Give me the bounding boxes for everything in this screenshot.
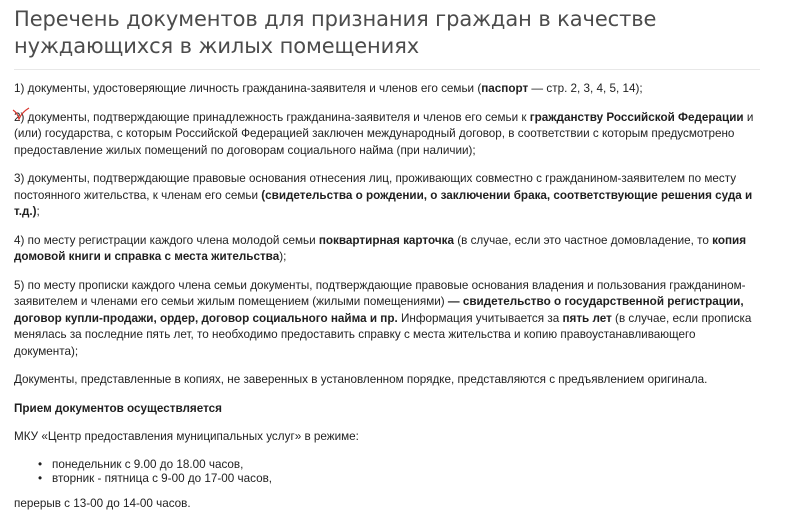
item-1-bold-a: паспорт <box>481 82 528 95</box>
item-2-number-text: 2) <box>14 111 24 124</box>
item-2-number <box>14 111 28 124</box>
schedule-list <box>14 458 760 486</box>
document-body <box>14 81 760 512</box>
item-4-bold-b: копия домовой книги и справка с места жительства <box>14 234 746 264</box>
list-item-5 <box>14 278 760 361</box>
item-4-bold-a: поквартирная карточка <box>319 234 454 247</box>
item-2-text-a: документы, подтверждающие принадлежность гражданина-заявителя и членов его семьи к <box>28 111 530 124</box>
list-item-1 <box>14 81 760 98</box>
item-4-text-c: ); <box>279 250 286 263</box>
bullet-icon: • <box>38 472 42 486</box>
copies-note: Документы, представленные в копиях, не заверенных в установленном порядке, представляются с предъявлением оригинала. <box>14 372 760 389</box>
item-3-text-a: 3) документы, подтверждающие правовые основания отнесения лиц, проживающих совместно с гражданином-заявителем по месту постоянного жительства, к членам его семьи <box>14 172 736 202</box>
break-text: перерыв с 13-00 до 14-00 часов. <box>14 496 760 512</box>
list-item-3 <box>14 171 760 221</box>
page-title: Перечень документов для признания граждан в качестве нуждающихся в жилых помещениях <box>14 6 760 60</box>
item-5-text-c: (в случае, если прописка менялась за последние пять лет, то необходимо предоставить справку с места жительства и копию правоустанавливающего документа); <box>14 312 751 358</box>
bullet-icon: • <box>38 458 42 472</box>
list-item <box>52 458 760 472</box>
item-2-bold-a: гражданству Российской Федерации <box>530 111 744 124</box>
schedule-item-text: вторник - пятница с 9-00 до 17-00 часов, <box>52 472 272 485</box>
reception-heading <box>14 401 760 418</box>
mku-text: МКУ «Центр предоставления муниципальных услуг» в режиме: <box>14 429 760 446</box>
list-item <box>52 472 760 486</box>
item-2-text-b: и (или) государства, с которым Российской Федерацией заключен международный договор, в соответствии с которым предусмотрено предоставление жилых помещений по договорам социального найма (при наличии); <box>14 111 753 157</box>
item-1-text-a: 1) документы, удостоверяющие личность гражданина-заявителя и членов его семьи ( <box>14 82 481 95</box>
check-mark-icon <box>12 107 30 121</box>
item-5-bold-b: пять лет <box>562 312 611 325</box>
schedule-item-text: понедельник с 9.00 до 18.00 часов, <box>52 458 243 471</box>
list-item-2 <box>14 110 760 160</box>
item-4-text-b: (в случае, если это частное домовладение, то <box>454 234 712 247</box>
item-5-text-b: Информация учитывается за <box>398 312 563 325</box>
item-3-bold-a: (свидетельства о рождении, о заключении брака, соответствующие решения суда и т.д.) <box>14 189 752 219</box>
list-item-4 <box>14 233 760 266</box>
item-4-text-a: 4) по месту регистрации каждого члена молодой семьи <box>14 234 319 247</box>
item-1-text-b: — стр. 2, 3, 4, 5, 14); <box>528 82 643 95</box>
title-divider <box>14 69 760 70</box>
item-5-text-a: 5) по месту прописки каждого члена семьи документы, подтверждающие правовые основания владения и пользования гражданином-заявителем и членами его семьи жилым помещением (жилыми помещениями) <box>14 279 746 309</box>
item-3-text-b: ; <box>37 205 40 218</box>
item-5-bold-a: — свидетельство о государственной регистрации, договор купли-продажи, ордер, договор социального найма и пр. <box>14 295 744 325</box>
reception-heading-text: Прием документов осуществляется <box>14 402 222 415</box>
